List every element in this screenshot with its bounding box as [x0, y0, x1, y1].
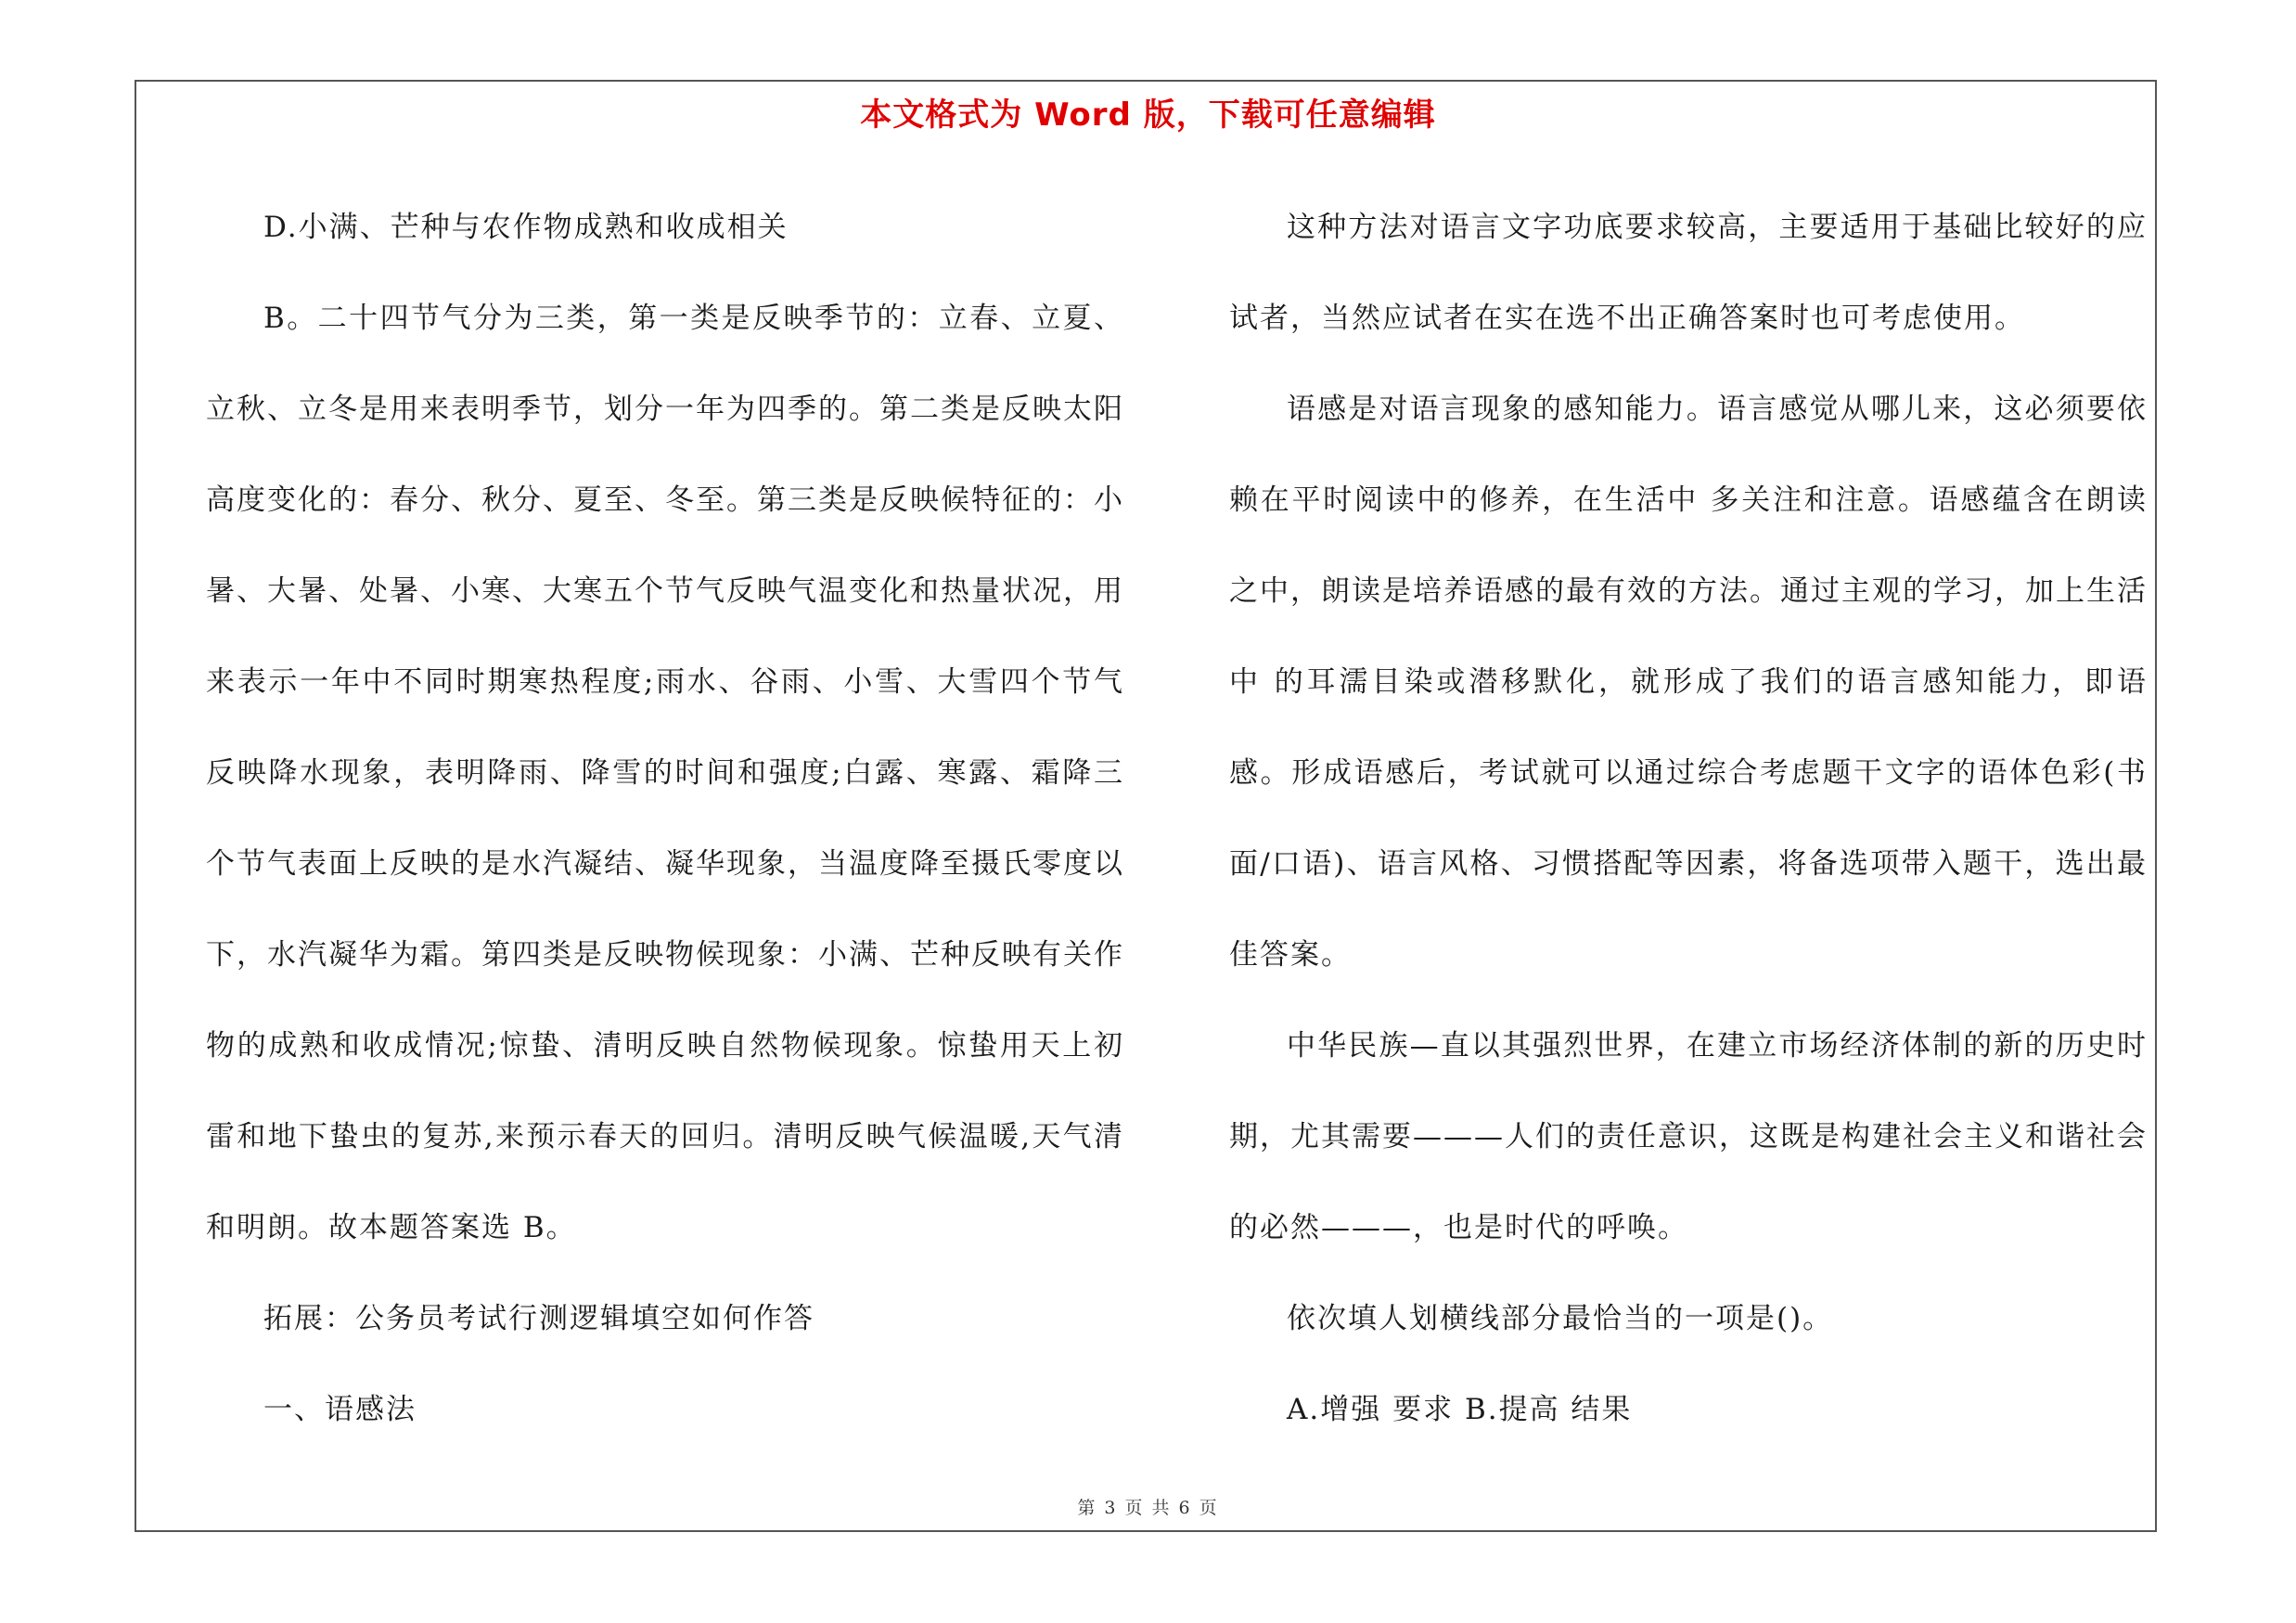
paragraph-option-d: D.小满、芒种与农作物成熟和收成相关	[263, 211, 789, 244]
left-column	[206, 182, 1124, 1455]
paragraph-question-stem: 中华民族—直以其强烈世界，在建立市场经济体制的新的历史时期，尤其需要———人们的责任意识，这既是构建社会主义和谐社会的必然———，也是时代的呼唤。	[1229, 1029, 2148, 1244]
paragraph-answer-explanation: B。二十四节气分为三类，第一类是反映季节的：立春、立夏、立秋、立冬是用来表明季节，划分一年为四季的。第二类是反映太阳高度变化的：春分、秋分、夏至、冬至。第三类是反映候特征的：小暑、大暑、处暑、小寒、大寒五个节气反映气温变化和热量状况，用来表示一年中不同时期寒热程度;雨水、谷雨、小雪、大雪四个节气反映降水现象，表明降雨、降雪的时间和强度;白露、寒露、霜降三个节气表面上反映的是水汽凝结、凝华现象，当温度降至摄氏零度以下，水汽凝华为霜。第四类是反映物候现象：小满、芒种反映有关作物的成熟和收成情况;惊蛰、清明反映自然物候现象。惊蛰用天上初雷和地下蛰虫的复苏,来预示春天的回归。清明反映气候温暖,天气清和明朗。故本题答案选 B。	[206, 302, 1124, 1244]
paragraph-question-prompt: 依次填人划横线部分最恰当的一项是()。	[1287, 1302, 1834, 1335]
right-column	[1229, 182, 2148, 1455]
paragraph-answer-options: A.增强 要求 B.提高 结果	[1287, 1393, 1633, 1426]
paragraph-method-note: 这种方法对语言文字功底要求较高，主要适用于基础比较好的应试者，当然应试者在实在选不出正确答案时也可考虑使用。	[1229, 211, 2148, 335]
page-number: 第 3 页 共 6 页	[1077, 1498, 1219, 1518]
section-heading-language-sense: 一、语感法	[263, 1393, 417, 1426]
paragraph-extension-heading: 拓展：公务员考试行测逻辑填空如何作答	[263, 1302, 815, 1335]
editable-banner: 本文格式为 Word 版，下载可任意编辑	[860, 97, 1436, 134]
paragraph-language-sense: 语感是对语言现象的感知能力。语言感觉从哪儿来，这必须要依赖在平时阅读中的修养，在生活中 多关注和注意。语感蕴含在朗读之中，朗读是培养语感的最有效的方法。通过主观的学习，加上生活中 的耳濡目染或潜移默化，就形成了我们的语言感知能力，即语感。形成语感后，考试就可以通过综合考虑题干文字的语体色彩(书面/口语)、语言风格、习惯搭配等因素，将备选项带入题干，选出最佳答案。	[1229, 393, 2148, 972]
